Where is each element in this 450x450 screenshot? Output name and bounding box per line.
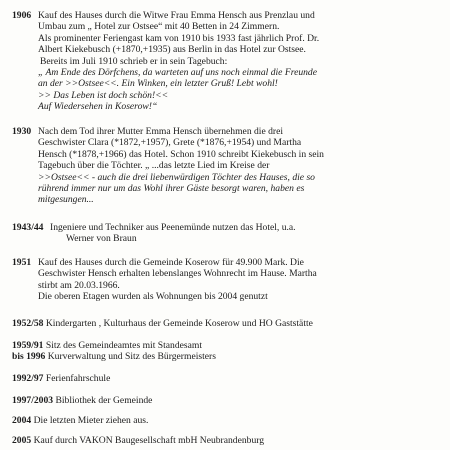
entry-line: Kauf des Hauses durch die Gemeinde Koserow für 49.900 Mark. Die bbox=[38, 257, 304, 268]
entry-1943 bbox=[12, 222, 442, 245]
entry-year: 1943/44 bbox=[12, 222, 44, 233]
quote-line: >> Das Leben ist doch schön!<< bbox=[38, 89, 169, 101]
entry-line: stirbt am 20.03.1966. bbox=[38, 279, 120, 291]
entry-line: Hensch (*1878,+1966) das Hotel. Schon 1910 schreibt Kiekebusch in sein bbox=[38, 148, 324, 160]
entry-line: Die oberen Etagen wurden als Wohnungen bis 2004 genutzt bbox=[38, 291, 268, 303]
entry-line: Albert Kiekebusch (+1870,+1935) aus Berlin in das Hotel zur Ostsee. bbox=[38, 44, 306, 56]
entry-1906 bbox=[12, 10, 442, 113]
entry-text: Ferienfahrschule bbox=[45, 373, 111, 384]
entry-line: Geschwister Clara (*1872,+1957), Grete (*1876,+1954) und Martha bbox=[38, 137, 302, 149]
entry-year: 2004 bbox=[12, 415, 32, 426]
entry-year: bis 1996 bbox=[12, 351, 46, 362]
quote-line: mitgesungen... bbox=[38, 194, 94, 206]
entry-line: Nach dem Tod ihrer Mutter Emma Hensch übernehmen die drei bbox=[38, 126, 284, 137]
entry-line: Geschwister Hensch erhalten lebenslanges Wohnrecht im Hause. Martha bbox=[38, 268, 317, 280]
quote-line: an der >>Ostsee<<. Ein Winken, ein letzter Gruß! Lebt wohl! bbox=[38, 78, 278, 90]
entry-line: Kauf des Hauses durch die Witwe Frau Emma Hensch aus Prenzlau und bbox=[38, 10, 315, 21]
entry-line: Ingeniere und Techniker aus Peenemünde nutzen das Hotel, u.a. bbox=[50, 222, 296, 233]
entry-year: 1951 bbox=[12, 257, 32, 268]
entry-line: Tagebuch über die Töchter. „ ...das letzte Lied im Kreise der bbox=[38, 160, 270, 172]
entry-1952 bbox=[12, 318, 313, 329]
entry-1959 bbox=[12, 340, 202, 351]
entry-text: Kurverwaltung und Sitz des Bürgermeisters bbox=[47, 351, 216, 362]
quote-line: Auf Wiedersehen in Koserow!“ bbox=[38, 101, 158, 113]
entry-text: Bibliothek der Gemeinde bbox=[55, 395, 153, 406]
quote-line: rührend immer nur um das Wohl ihrer Gäste besorgt waren, haben es bbox=[38, 183, 305, 195]
entry-bis-1996 bbox=[12, 351, 216, 362]
entry-year: 1930 bbox=[12, 126, 32, 137]
entry-text: Kauf durch VAKON Baugesellschaft mbH Neubrandenburg bbox=[33, 435, 265, 446]
entry-line: Als prominenter Feriengast kam von 1910 bis 1933 fast jährlich Prof. Dr. bbox=[38, 32, 320, 44]
entry-1992 bbox=[12, 373, 110, 384]
entry-year: 1992/97 bbox=[12, 373, 44, 384]
entry-year: 2005 bbox=[12, 435, 32, 446]
entry-line: Umbau zum „ Hotel zur Ostsee“ mit 40 Betten in 24 Zimmern. bbox=[38, 21, 280, 33]
entry-text: Kindergarten , Kulturhaus der Gemeinde Koserow und HO Gaststätte bbox=[45, 318, 313, 329]
entry-2004 bbox=[12, 415, 148, 426]
entry-text: Sitz des Gemeindeamtes mit Standesamt bbox=[45, 340, 202, 351]
entry-line: Werner von Braun bbox=[66, 233, 137, 245]
entry-2005 bbox=[12, 435, 264, 446]
entry-1997 bbox=[12, 395, 152, 406]
entry-1930 bbox=[12, 126, 442, 206]
entry-year: 1952/58 bbox=[12, 318, 44, 329]
quote-line: „ Am Ende des Dörfchens, da warteten auf uns noch einmal die Freunde bbox=[38, 67, 317, 79]
entry-year: 1906 bbox=[12, 10, 32, 21]
entry-year: 1959/91 bbox=[12, 340, 44, 351]
entry-year: 1997/2003 bbox=[12, 395, 54, 406]
quote-line: >>Ostsee<< - auch die drei liebenwürdigen Töchter des Hauses, die so bbox=[38, 171, 315, 183]
entry-1951 bbox=[12, 257, 442, 303]
entry-line: Bereits im Juli 1910 schrieb er in sein Tagebuch: bbox=[40, 55, 228, 67]
entry-text: Die letzten Mieter ziehen aus. bbox=[33, 415, 149, 426]
